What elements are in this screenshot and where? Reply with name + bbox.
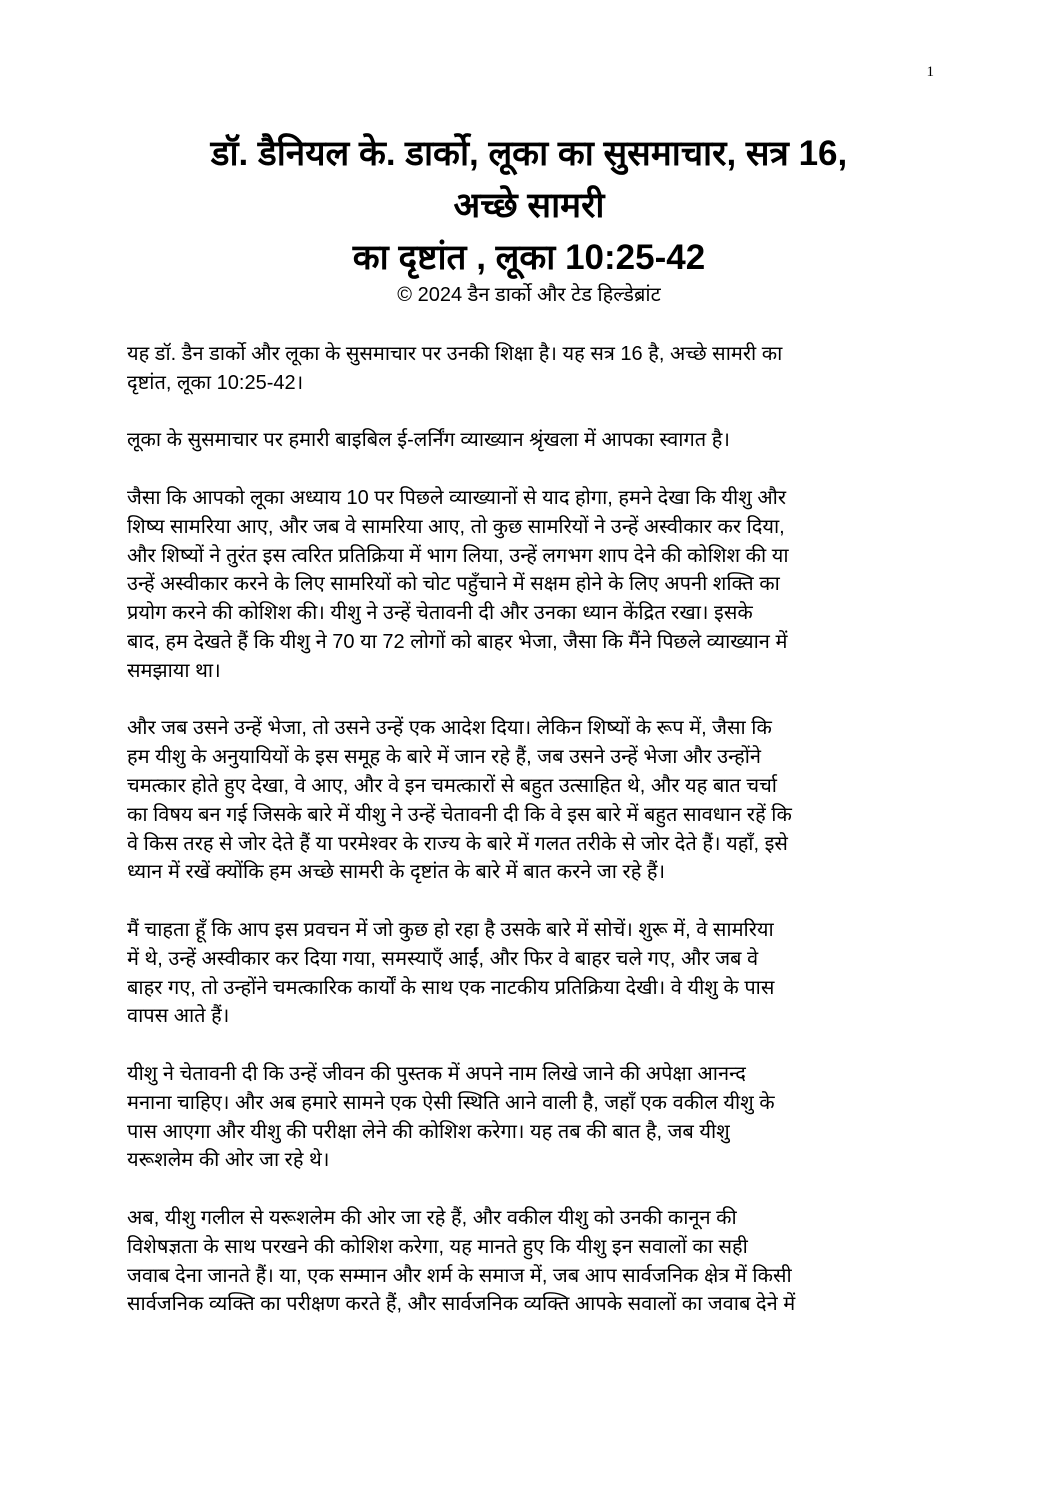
paragraph — [127, 484, 947, 686]
paragraph-line: यह डॉ. डैन डार्को और लूका के सुसमाचार पर उनकी शिक्षा है। यह सत्र 16 है, अच्छे सामरी का — [127, 343, 783, 365]
document-body — [127, 340, 947, 1348]
paragraph-line: वे किस तरह से जोर देते हैं या परमेश्वर के राज्य के बारे में गलत तरीके से जोर देते हैं। यहाँ, इसे — [127, 832, 788, 855]
title-line: डॉ. डैनियल के. डार्को, लूका का सुसमाचार, सत्र 16, — [210, 134, 848, 173]
paragraph-line: मनाना चाहिए। और अब हमारे सामने एक ऐसी स्थिति आने वाली है, जहाँ एक वकील यीशु के — [127, 1091, 775, 1114]
document-title — [0, 128, 1058, 284]
paragraph-line: अब, यीशु गलील से यरूशलेम की ओर जा रहे हैं, और वकील यीशु को उनकी कानून की — [127, 1206, 737, 1229]
paragraph-line: लूका के सुसमाचार पर हमारी बाइबिल ई-लर्निंग व्याख्यान श्रृंखला में आपका स्वागत है। — [127, 429, 730, 452]
paragraph-line: और शिष्यों ने तुरंत इस त्वरित प्रतिक्रिया में भाग लिया, उन्हें लगभग शाप देने की कोशिश की या — [127, 544, 789, 567]
paragraph-line: दृष्टांत, लूका 10:25-42। — [127, 371, 304, 394]
paragraph-line: में थे, उन्हें अस्वीकार कर दिया गया, समस्याएँ आईं, और फिर वे बाहर चले गए, और जब वे — [127, 947, 759, 970]
paragraph-line: जैसा कि आपको लूका अध्याय 10 पर पिछले व्याख्यानों से याद होगा, हमने देखा कि यीशु और — [127, 486, 787, 509]
title-line: का दृष्टांत , लूका 10:25-42 — [352, 238, 706, 277]
paragraph-line: पास आएगा और यीशु की परीक्षा लेने की कोशिश करेगा। यह तब की बात है, जब यीशु — [127, 1120, 730, 1143]
paragraph — [127, 714, 947, 887]
paragraph-line: शिष्य सामरिया आए, और जब वे सामरिया आए, तो कुछ सामरियों ने उन्हें अस्वीकार कर दिया, — [127, 515, 785, 538]
paragraph-line: बाद, हम देखते हैं कि यीशु ने 70 या 72 लोगों को बाहर भेजा, जैसा कि मैंने पिछले व्याख्यान में — [127, 630, 788, 653]
paragraph-line: प्रयोग करने की कोशिश की। यीशु ने उन्हें चेतावनी दी और उनका ध्यान केंद्रित रखा। इसके — [127, 602, 753, 625]
paragraph — [127, 1060, 947, 1175]
paragraph-line: जवाब देना जानते हैं। या, एक सम्मान और शर्म के समाज में, जब आप सार्वजनिक क्षेत्र में किसी — [127, 1264, 792, 1287]
paragraph — [127, 426, 947, 455]
paragraph-line: यरूशलेम की ओर जा रहे थे। — [127, 1149, 330, 1172]
paragraph-line: सार्वजनिक व्यक्ति का परीक्षण करते हैं, और सार्वजनिक व्यक्ति आपके सवालों का जवाब देने में — [127, 1293, 796, 1316]
paragraph-line: विशेषज्ञता के साथ परखने की कोशिश करेगा, यह मानते हुए कि यीशु इन सवालों का सही — [127, 1235, 748, 1258]
paragraph-line: चमत्कार होते हुए देखा, वे आए, और वे इन चमत्कारों से बहुत उत्साहित थे, और यह बात चर्चा — [127, 774, 777, 797]
paragraph-line: हम यीशु के अनुयायियों के इस समूह के बारे में जान रहे हैं, जब उसने उन्हें भेजा और उन्होंने — [127, 746, 762, 769]
paragraph — [127, 340, 947, 398]
paragraph-line: यीशु ने चेतावनी दी कि उन्हें जीवन की पुस्तक में अपने नाम लिखे जाने की अपेक्षा आनन्द — [127, 1062, 746, 1085]
title-line: अच्छे सामरी — [453, 186, 605, 225]
paragraph-line: और जब उसने उन्हें भेजा, तो उसने उन्हें एक आदेश दिया। लेकिन शिष्यों के रूप में, जैसा कि — [127, 717, 772, 740]
paragraph-line: मैं चाहता हूँ कि आप इस प्रवचन में जो कुछ हो रहा है उसके बारे में सोचें। शुरू में, वे सामरिया — [127, 918, 774, 941]
paragraph-line: वापस आते हैं। — [127, 1005, 230, 1028]
paragraph-line: ध्यान में रखें क्योंकि हम अच्छे सामरी के दृष्टांत के बारे में बात करने जा रहे हैं। — [127, 861, 666, 884]
page-number: 1 — [926, 64, 934, 80]
paragraph-line: समझाया था। — [127, 659, 221, 682]
copyright-line: © 2024 डैन डार्को और टेड हिल्डेब्रांट — [397, 284, 661, 306]
paragraph-line: उन्हें अस्वीकार करने के लिए सामरियों को चोट पहुँचाने में सक्षम होने के लिए अपनी शक्ति का — [127, 573, 780, 596]
paragraph — [127, 916, 947, 1031]
paragraph-line: बाहर गए, तो उन्होंने चमत्कारिक कार्यों के साथ एक नाटकीय प्रतिक्रिया देखी। वे यीशु के पास — [127, 976, 775, 999]
paragraph-line: का विषय बन गई जिसके बारे में यीशु ने उन्हें चेतावनी दी कि वे इस बारे में बहुत सावधान रहें कि — [127, 803, 792, 826]
paragraph — [127, 1204, 947, 1319]
